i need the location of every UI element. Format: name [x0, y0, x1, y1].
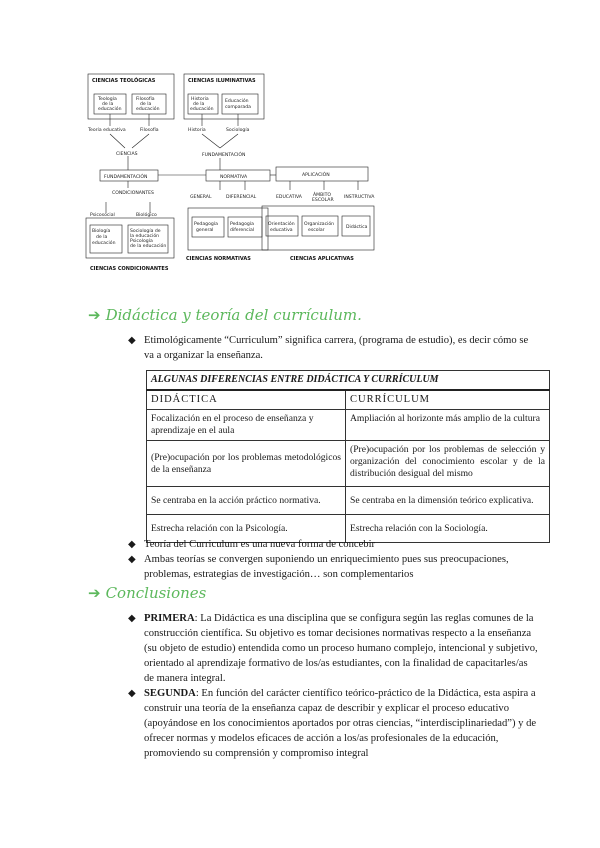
- svg-text:CONDICIONANTES: CONDICIONANTES: [112, 191, 154, 196]
- svg-text:de la: de la: [102, 102, 114, 107]
- col1-title: CIENCIAS TEOLÓGICAS: [92, 78, 156, 84]
- svg-text:la educación: la educación: [130, 234, 160, 239]
- svg-text:Organización: Organización: [304, 222, 335, 227]
- svg-text:INSTRUCTIVA: INSTRUCTIVA: [344, 195, 375, 200]
- svg-text:Pedagogía: Pedagogía: [230, 222, 254, 227]
- table-header-curriculum: CURRÍCULUM: [346, 390, 550, 410]
- table-cell: Estrecha relación con la Sociología.: [346, 515, 550, 543]
- svg-text:APLICACIÓN: APLICACIÓN: [302, 173, 330, 178]
- svg-text:CIENCIAS CONDICIONANTES: CIENCIAS CONDICIONANTES: [90, 266, 169, 272]
- svg-text:Sociología de: Sociología de: [130, 229, 161, 234]
- svg-text:de la educación: de la educación: [130, 244, 167, 249]
- svg-text:CIENCIAS: CIENCIAS: [116, 152, 138, 157]
- svg-text:NORMATIVA: NORMATIVA: [220, 175, 248, 180]
- svg-text:GENERAL: GENERAL: [190, 195, 212, 200]
- svg-text:Educación: Educación: [225, 99, 249, 104]
- svg-text:Historia: Historia: [188, 128, 206, 133]
- svg-text:Sociología: Sociología: [226, 128, 250, 133]
- table-cell: Estrecha relación con la Psicología.: [147, 515, 346, 543]
- svg-text:Orientación: Orientación: [268, 222, 295, 227]
- svg-text:Biológico: Biológico: [136, 213, 157, 218]
- table-cell: (Pre)ocupación por los problemas de selección y organización del conocimiento escolar y de la distribución desigual del mismo: [346, 441, 550, 487]
- svg-text:FUNDAMENTACIÓN: FUNDAMENTACIÓN: [104, 175, 148, 180]
- svg-text:ÁMBITO: ÁMBITO: [313, 193, 332, 198]
- svg-text:FUNDAMENTACIÓN: FUNDAMENTACIÓN: [202, 153, 246, 158]
- svg-text:escolar: escolar: [308, 228, 325, 233]
- arrow-icon: ➔: [88, 584, 101, 602]
- svg-text:ESCOLAR: ESCOLAR: [312, 198, 334, 203]
- svg-text:educación: educación: [190, 107, 214, 112]
- svg-text:EDUCATIVA: EDUCATIVA: [276, 195, 302, 200]
- col2-title: CIENCIAS ILUMINATIVAS: [188, 78, 256, 84]
- svg-text:Teología: Teología: [98, 97, 117, 102]
- svg-text:educación: educación: [98, 107, 122, 112]
- bullet-ambas-teorias: ◆ Ambas teorías se convergen suponiendo un enriquecimiento pues sus preocupaciones, problemas, estrategias de investigación… son complementarios: [128, 554, 509, 580]
- table-cell: (Pre)ocupación por los problemas metodológicos de la enseñanza: [147, 441, 346, 487]
- table-cell: Se centraba en la dimensión teórico explicativa.: [346, 487, 550, 515]
- svg-text:educativa: educativa: [270, 228, 293, 233]
- conclusion-primera: ◆ PRIMERA: La Didáctica es una disciplina que se configura según las reglas comunes de la construcción científica. Su objetivo es tomar decisiones normativas respecto a la enseñanza (su objeto de estudio) entendida como un proceso humano complejo, intencional y subjetivo, orientado al aprendizaje formativo de los/as estudiantes, con la finalidad de capacitarles/as de manera integral.: [128, 613, 538, 684]
- svg-text:Pedagogía: Pedagogía: [194, 222, 218, 227]
- svg-text:CIENCIAS NORMATIVAS: CIENCIAS NORMATIVAS: [186, 256, 251, 262]
- table-cell: Ampliación al horizonte más amplio de la cultura: [346, 410, 550, 441]
- bullet-teoria-curriculum: ◆ Teoría del Curriculum es una nueva forma de concebir: [128, 539, 376, 550]
- diamond-bullet-icon: ◆: [128, 688, 136, 699]
- diamond-bullet-icon: ◆: [128, 539, 136, 550]
- svg-text:diferencial: diferencial: [230, 228, 255, 233]
- svg-text:DIFERENCIAL: DIFERENCIAL: [226, 195, 257, 200]
- section-heading-conclusiones: ➔ Conclusiones: [88, 584, 207, 602]
- arrow-icon: ➔: [88, 306, 101, 324]
- svg-text:de la: de la: [96, 235, 108, 240]
- table-header-didactica: DIDÁCTICA: [147, 390, 346, 410]
- svg-text:Biología: Biología: [92, 229, 111, 234]
- comparison-table: [146, 370, 550, 543]
- svg-text:general: general: [196, 228, 214, 233]
- svg-text:Psicosocial: Psicosocial: [90, 213, 115, 218]
- svg-text:CIENCIAS APLICATIVAS: CIENCIAS APLICATIVAS: [290, 256, 354, 262]
- table-title: ALGUNAS DIFERENCIAS ENTRE DIDÁCTICA Y CURRÍCULUM: [147, 371, 550, 391]
- svg-text:Psicología: Psicología: [130, 239, 153, 244]
- svg-text:educación: educación: [92, 241, 116, 246]
- diamond-bullet-icon: ◆: [128, 554, 136, 565]
- svg-text:Didáctica: Didáctica: [346, 225, 368, 230]
- table-cell: Se centraba en la acción práctico normativa.: [147, 487, 346, 515]
- sciences-diagram: [80, 70, 410, 280]
- svg-text:educación: educación: [136, 107, 160, 112]
- svg-text:Teoría educativa: Teoría educativa: [88, 128, 126, 133]
- svg-text:Historia: Historia: [191, 97, 209, 102]
- diamond-bullet-icon: ◆: [128, 335, 136, 346]
- svg-text:de la: de la: [140, 102, 152, 107]
- svg-text:comparada: comparada: [225, 105, 251, 110]
- section-heading-didactica: ➔ Didáctica y teoría del currículum.: [88, 306, 362, 324]
- conclusion-segunda: ◆ SEGUNDA: En función del carácter científico teórico-práctico de la Didáctica, esta aspira a construir una teoría de la enseñanza capaz de describir y explicar el proceso educativo (apoyándose en los conocimientos aportados por otras ciencias, “interdisciplinariedad”) y de ofrecer normas y modelos eficaces de acción a los/as profesionales de la educación, promoviendo su comprensión y compromiso integral: [128, 688, 537, 759]
- svg-text:de la: de la: [193, 102, 205, 107]
- bullet-etimologia: ◆ Etimológicamente “Curriculum” significa carrera, (programa de estudio), es decir cómo se va a organizar la enseñanza.: [128, 335, 529, 361]
- svg-text:Filosofía: Filosofía: [136, 97, 155, 102]
- diamond-bullet-icon: ◆: [128, 613, 136, 624]
- svg-text:Filosofía: Filosofía: [140, 128, 159, 133]
- table-cell: Focalización en el proceso de enseñanza y aprendizaje en el aula: [147, 410, 346, 441]
